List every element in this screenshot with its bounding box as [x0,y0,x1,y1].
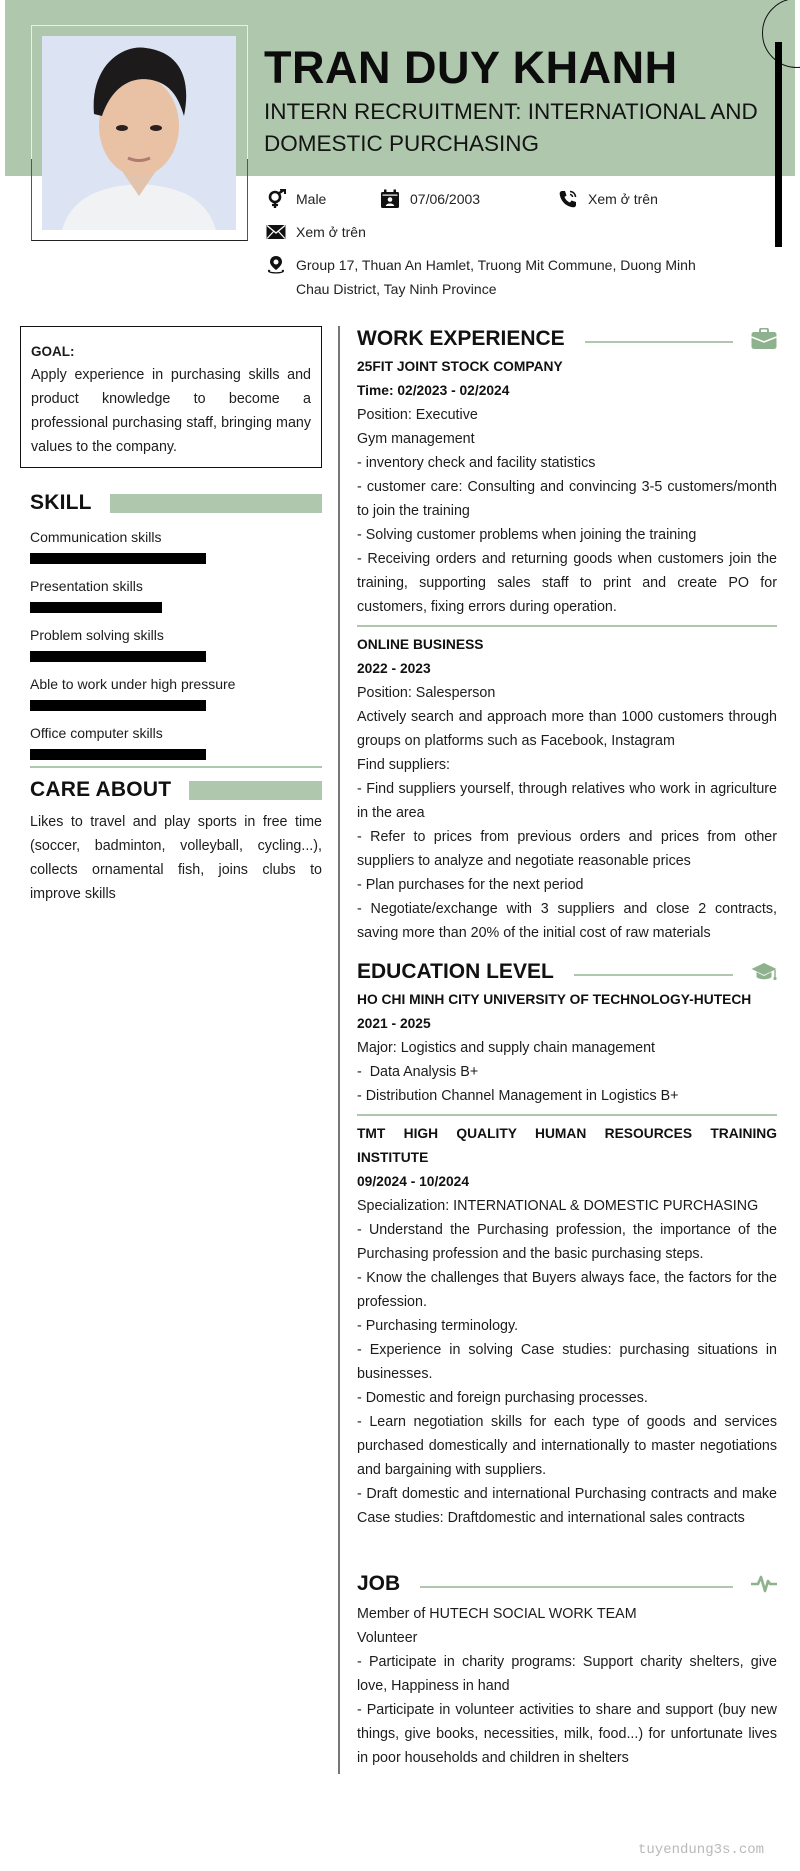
phone-value: Xem ở trên [588,191,658,207]
work-line: - Refer to prices from previous orders and prices from other suppliers to analyze and negotiate reasonable prices [357,829,777,869]
work-line: Gym management [357,431,475,447]
skill-label: Able to work under high pressure [30,676,236,692]
work-line: Position: Salesperson [357,685,496,701]
heading-line [585,341,733,343]
skill-item [30,674,322,711]
avatar [42,36,236,230]
goal-box [20,326,322,468]
contact-birthday [380,187,480,211]
phone-icon [558,189,578,209]
work-line: Find suppliers: [357,757,450,773]
skill-label: Problem solving skills [30,627,164,643]
gender-value: Male [296,191,327,207]
work-line: - Negotiate/exchange with 3 suppliers and close 2 contracts, saving more than 20% of the initial cost of raw materials [357,901,777,941]
address-value: Group 17, Thuan An Hamlet, Truong Mit Commune, Duong Minh Chau District, Tay Ninh Province [296,257,696,297]
study-period: 09/2024 - 10/2024 [357,1174,470,1189]
company-name: 25FIT JOINT STOCK COMPANY [357,359,563,374]
education-line: - Learn negotiation skills for each type of goods and services purchased domestically and internationally to master negotiations and bargaining with suppliers. [357,1414,777,1478]
education-line: - Data Analysis B+ [357,1064,479,1080]
entry-divider [357,625,777,627]
contact-gender [266,187,326,211]
education-line: - Domestic and foreign purchasing processes. [357,1390,648,1406]
birthday-value: 07/06/2003 [410,191,481,207]
education-heading: EDUCATION LEVEL [357,960,554,983]
education-line: - Purchasing terminology. [357,1318,519,1334]
job-heading: JOB [357,1572,401,1595]
skill-label: Office computer skills [30,725,163,741]
calendar-icon [380,189,400,209]
goal-label: GOAL: [31,344,75,359]
work-experience-section [357,327,777,945]
work-line: - Solving customer problems when joining the training [357,527,697,543]
heading-accent-bar [189,781,322,800]
skill-level-bar [30,602,162,613]
education-section [357,960,777,1530]
education-line: - Understand the Purchasing profession, the importance of the Purchasing profession and the basic purchasing steps. [357,1222,777,1262]
decorative-bar [775,42,782,247]
location-pin-icon [266,255,286,275]
portrait-icon [42,36,236,230]
care-about-section [30,766,322,906]
skill-item [30,576,322,613]
watermark: tuyendung3s.com [638,1842,765,1858]
skill-item [30,625,322,662]
work-experience-heading: WORK EXPERIENCE [357,327,565,350]
education-line: - Experience in solving Case studies: purchasing situations in businesses. [357,1342,777,1382]
skills-section [30,491,322,760]
work-line: - customer care: Consulting and convincing 3-5 customers/month to join the training [357,479,777,519]
heading-line [574,974,733,976]
section-divider [30,766,322,768]
work-period: 2022 - 2023 [357,661,431,676]
work-line: Position: Executive [357,407,478,423]
candidate-name: TRAN DUY KHANH [264,42,678,93]
goal-text: Apply experience in purchasing skills and product knowledge to become a professional purchasing staff, bringing many values to the company. [31,367,311,455]
study-period: 2021 - 2025 [357,1016,431,1031]
education-line: - Distribution Channel Management in Logistics B+ [357,1088,679,1104]
contact-phone[interactable] [558,187,658,211]
email-value: Xem ở trên [296,224,366,240]
school-name: TMT HIGH QUALITY HUMAN RESOURCES TRAINING INSTITUTE [357,1126,777,1165]
work-line: - Find suppliers yourself, through relatives who work in agriculture in the area [357,781,777,821]
work-line: - Plan purchases for the next period [357,877,584,893]
job-line: - Participate in volunteer activities to share and support (buy new things, give books, necessities, milk, food...) for unfortunate lives in poor households and children in shelters [357,1702,777,1766]
skill-level-bar [30,553,206,564]
education-line: Major: Logistics and supply chain management [357,1040,656,1056]
contact-address [266,253,706,301]
education-line: Specialization: INTERNATIONAL & DOMESTIC PURCHASING [357,1198,759,1214]
job-title: INTERN RECRUITMENT: INTERNATIONAL AND DOMESTIC PURCHASING [264,99,758,156]
education-line: - Draft domestic and international Purchasing contracts and make Case studies: Draftdomestic and international sales contracts [357,1486,777,1526]
education-line: - Know the challenges that Buyers always face, the factors for the profession. [357,1270,777,1310]
job-line: Volunteer [357,1630,418,1646]
job-line: Member of HUTECH SOCIAL WORK TEAM [357,1606,637,1622]
care-about-heading: CARE ABOUT [30,778,172,801]
envelope-icon [266,222,286,242]
heading-line [420,1586,733,1588]
work-line: Actively search and approach more than 1000 customers through groups on platforms such as Facebook, Instagram [357,709,777,749]
job-line: - Participate in charity programs: Support charity shelters, give love, Happiness in hand [357,1654,777,1694]
skill-item [30,527,322,564]
work-line: - Receiving orders and returning goods when customers join the training, supporting sales staff to print and create PO for customers, fixing errors during operation. [357,551,777,615]
skill-level-bar [30,749,206,760]
contact-email[interactable] [266,220,366,244]
skill-label: Presentation skills [30,578,143,594]
work-period: Time: 02/2023 - 02/2024 [357,383,510,398]
graduation-cap-icon [751,960,777,984]
skills-heading: SKILL [30,491,92,514]
company-name: ONLINE BUSINESS [357,637,484,652]
briefcase-icon [751,327,777,351]
gender-icon [266,189,286,209]
activity-pulse-icon [751,1572,777,1596]
care-about-text: Likes to travel and play sports in free time (soccer, badminton, volleyball, cycling...), collects ornamental fish, joins clubs to improve skills [30,814,322,902]
skill-label: Communication skills [30,529,162,545]
skill-level-bar [30,651,206,662]
work-line: - inventory check and facility statistics [357,455,596,471]
heading-accent-bar [110,494,322,513]
skill-item [30,723,322,760]
skill-level-bar [30,700,206,711]
job-section [357,1572,777,1770]
entry-divider [357,1114,777,1116]
school-name: HO CHI MINH CITY UNIVERSITY OF TECHNOLOGY-HUTECH [357,992,752,1007]
column-divider [338,326,340,1774]
